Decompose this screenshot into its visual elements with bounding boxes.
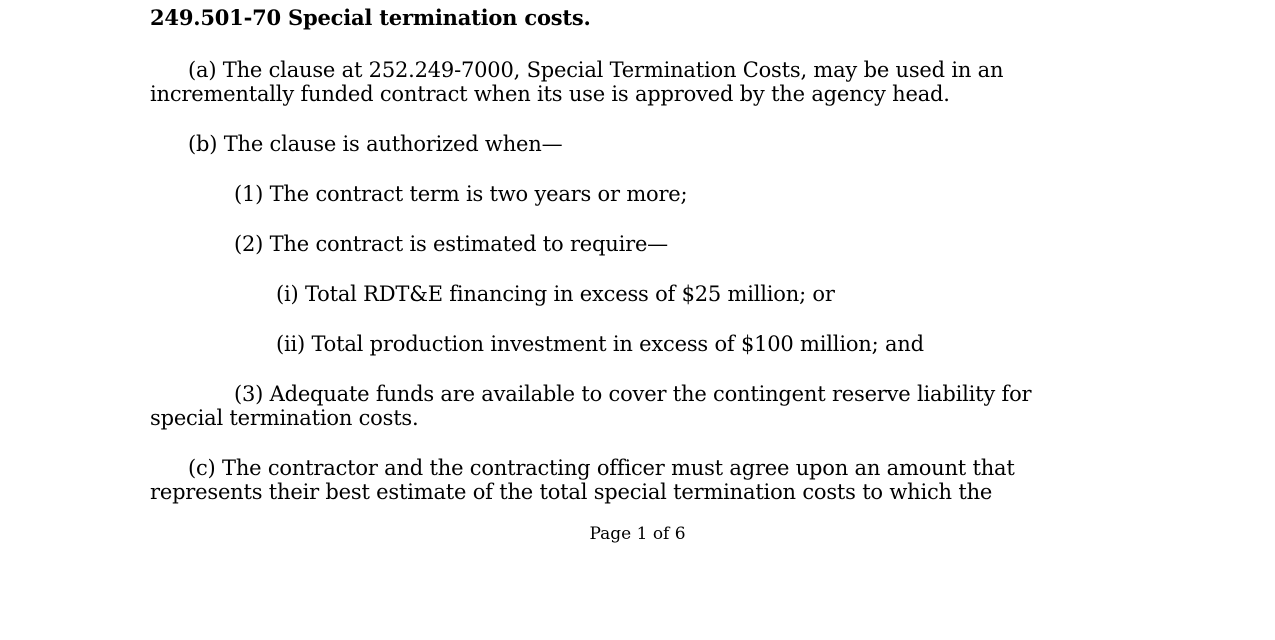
paragraph-a-line-2: incrementally funded contract when its use is approved by the agency head. [150, 82, 950, 106]
page-number: Page 1 of 6 [589, 524, 686, 544]
item-3-line-2: special termination costs. [150, 406, 419, 430]
item-2: (2) The contract is estimated to require— [234, 232, 668, 256]
item-ii: (ii) Total production investment in excess of $100 million; and [276, 332, 924, 356]
paragraph-c-line-2: represents their best estimate of the total special termination costs to which the [150, 480, 993, 504]
paragraph-b: (b) The clause is authorized when— [188, 132, 563, 156]
item-3-line-1: (3) Adequate funds are available to cover the contingent reserve liability for [234, 382, 1032, 406]
section-heading: 249.501-70 Special termination costs. [150, 5, 591, 30]
paragraph-a-line-1: (a) The clause at 252.249-7000, Special Termination Costs, may be used in an [188, 58, 1004, 82]
paragraph-c-line-1: (c) The contractor and the contracting officer must agree upon an amount that [188, 456, 1015, 480]
item-1: (1) The contract term is two years or more; [234, 182, 688, 206]
item-i: (i) Total RDT&E financing in excess of $25 million; or [276, 282, 835, 306]
